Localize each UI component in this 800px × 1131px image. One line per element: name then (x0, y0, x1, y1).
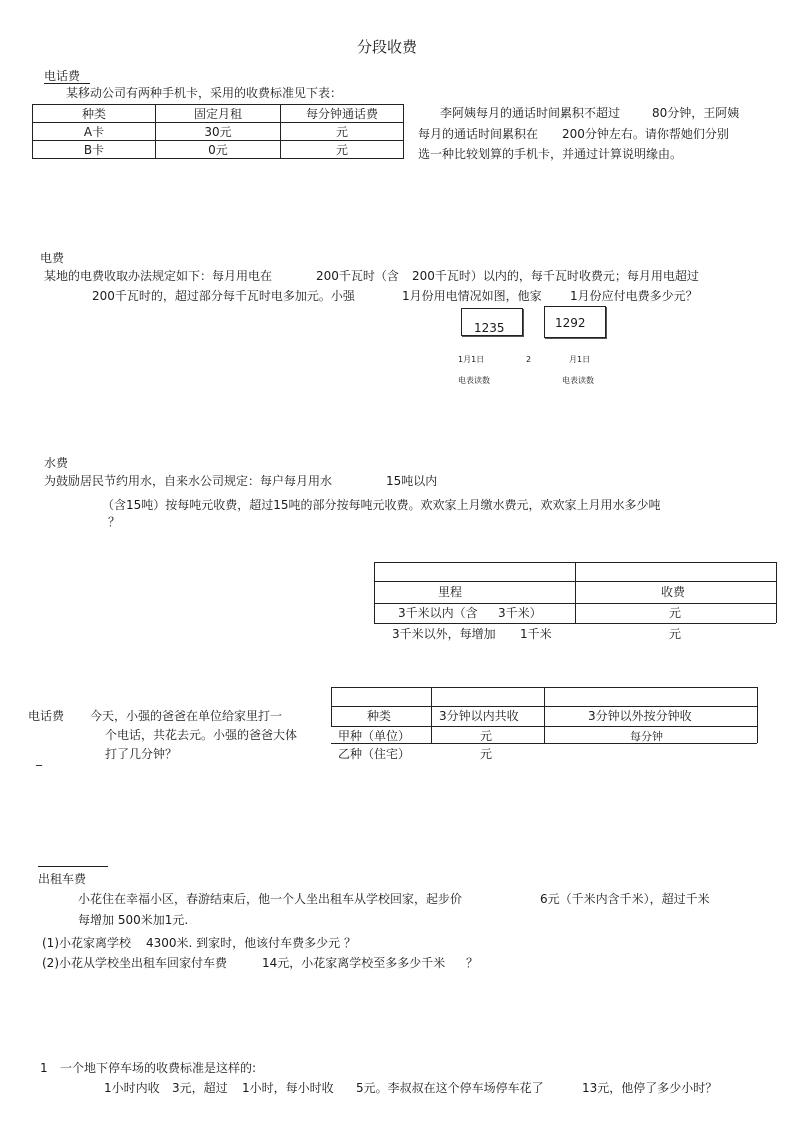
taxi-question2a: (2)小花从学校坐出租车回家付车费 (42, 956, 227, 970)
parking-line2c: 1小时，每小时收 (242, 1081, 334, 1095)
table-cell: 3千米） (498, 606, 542, 620)
meter-reading-box (461, 308, 523, 336)
taxi-question1a: (1)小花家离学校 (42, 936, 131, 950)
table-border (374, 623, 776, 624)
electricity-line1b: 200千瓦时（含 (316, 269, 399, 283)
table-cell: 元 (480, 747, 493, 761)
phone-question-line3: 选一种比较划算的手机卡，并通过计算说明缘由。 (418, 147, 683, 161)
page-title: 分段收费 (357, 38, 418, 56)
table-border (374, 562, 375, 623)
water-line2: （含15吨）按每吨元收费，超过15吨的部分按每吨元收费。欢欢家上月缴水费元，欢欢家上月用水多少吨 (102, 498, 661, 512)
table-cell: 30元 (156, 123, 281, 141)
parking-line2b: 3元，超过 (172, 1081, 228, 1095)
meter-caption: 电表读数 (458, 376, 490, 385)
meter-caption: 电表读数 (562, 376, 594, 385)
table-border (431, 687, 432, 743)
section-heading-phone: 电话费 (44, 70, 90, 84)
phone2-question-line2: 个电话，共花去元。小强的爸爸大体 (105, 728, 298, 742)
taxi-question2c: ？ (466, 956, 479, 970)
parking-line1: 一个地下停车场的收费标准是这样的: (60, 1061, 257, 1075)
parking-line2a: 1小时内收 (104, 1081, 160, 1095)
table-header-cell: 固定月租 (156, 105, 281, 123)
section-divider (38, 866, 108, 867)
dash-mark: _ (36, 752, 42, 766)
table-cell: A卡 (33, 123, 156, 141)
phone-question-line2b: 200分钟左右。请你帮她们分别 (562, 127, 729, 141)
phone2-question-line1: 今天，小强的爸爸在单位给家里打一 (90, 709, 283, 723)
table-border (544, 687, 545, 743)
parking-line2d: 5元。李叔叔在这个停车场停车花了 (356, 1081, 544, 1095)
table-cell: 甲种（单位） (338, 729, 411, 743)
section-heading-electricity: 电费 (40, 251, 65, 265)
table-cell: B卡 (33, 141, 156, 159)
electricity-line2b: 1月份用电情况如图，他家 (402, 289, 542, 303)
table-row (33, 123, 404, 141)
table-cell: 元 (281, 123, 404, 141)
table-border (575, 562, 576, 623)
phone-question-line1b: 80分钟，王阿姨 (652, 106, 740, 120)
table-header-cell: 每分钟通话费 (281, 105, 404, 123)
water-line1a: 为鼓励居民节约用水，自来水公司规定：每户每月用水 (44, 474, 333, 488)
table-border (331, 743, 757, 744)
taxi-question1b: 4300米. 到家时，他该付车费多少元 ？ (146, 936, 356, 950)
phone2-question-line3: 打了几分钟？ (105, 747, 178, 761)
table-cell: 3千米以内（含 (398, 606, 478, 620)
meter-reading-value: 1292 (555, 316, 586, 330)
question-number: 1 (40, 1061, 48, 1075)
table-header-cell: 种类 (367, 709, 392, 723)
table-header-cell: 收费 (661, 585, 686, 599)
table-cell: 元 (480, 729, 493, 743)
water-line3: ？ (108, 515, 121, 529)
electricity-line2a: 200千瓦时的，超过部分每千瓦时电多加元。小强 (92, 289, 355, 303)
table-row (33, 141, 404, 159)
phone-question-line2a: 每月的通话时间累积在 (418, 127, 539, 141)
table-border (331, 687, 332, 726)
table-cell: 每分钟 (630, 730, 663, 743)
section-heading-taxi: 出租车费 (38, 872, 87, 886)
electricity-line1a: 某地的电费收取办法规定如下：每月用电在 (44, 269, 273, 283)
table-border (757, 687, 758, 743)
table-header-cell: 3分钟以内共收 (439, 709, 519, 723)
parking-line2e: 13元，他停了多少小时？ (582, 1081, 718, 1095)
table-header-cell: 种类 (33, 105, 156, 123)
meter-date: 月1日 (569, 355, 591, 364)
phone-intro: 某移动公司有两种手机卡，采用的收费标准见下表： (66, 86, 343, 100)
table-header-row (33, 105, 404, 123)
phone-question-line1a: 李阿姨每月的通话时间累积不超过 (440, 106, 621, 120)
meter-date-fragment: 2 (526, 355, 532, 364)
electricity-line2c: 1月份应付电费多少元？ (570, 289, 698, 303)
table-cell: 乙种（住宅） (338, 747, 411, 761)
phone-card-table (32, 104, 404, 159)
taxi-line2: 每增加 500米加1元. (78, 913, 189, 927)
table-cell: 元 (281, 141, 404, 159)
water-line1b: 15吨以内 (386, 474, 438, 488)
table-cell: 元 (669, 606, 682, 620)
table-header-cell: 3分钟以外按分钟收 (588, 709, 692, 723)
table-border (776, 562, 777, 623)
table-header-cell: 里程 (438, 585, 463, 599)
electricity-line1c: 200千瓦时）以内的，每千瓦时收费元；每月用电超过 (412, 269, 699, 283)
taxi-line1a: 小花住在幸福小区，春游结束后，他一个人坐出租车从学校回家，起步价 (78, 892, 463, 906)
meter-reading-value: 1235 (474, 321, 505, 335)
section-heading-water: 水费 (44, 456, 69, 470)
table-cell: 元 (669, 627, 682, 641)
meter-reading-box (544, 306, 606, 338)
meter-date: 1月1日 (458, 355, 485, 364)
table-cell: 3千米以外，每增加 (392, 627, 496, 641)
table-cell: 1千米 (520, 627, 552, 641)
taxi-question2b: 14元，小花家离学校至多多少千米 (262, 956, 446, 970)
taxi-line1b: 6元（千米内含千米），超过千米 (540, 892, 710, 906)
table-cell: 0元 (156, 141, 281, 159)
section-heading-phone-2: 电话费 (28, 709, 65, 723)
